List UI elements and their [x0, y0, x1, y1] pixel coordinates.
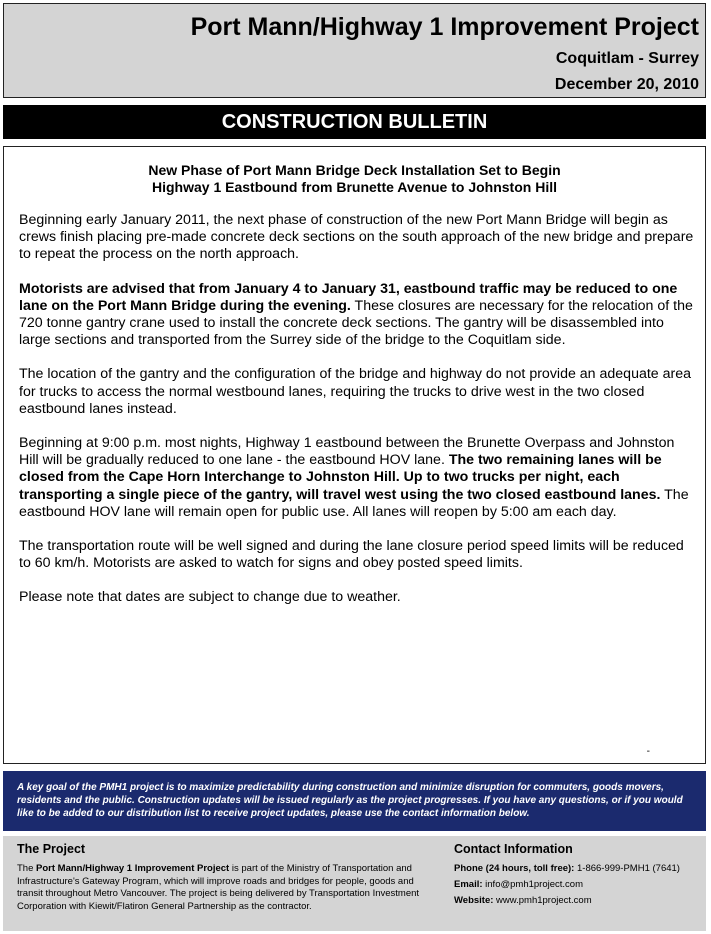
- email-label: Email:: [454, 879, 483, 890]
- paragraph-4-end: The eastbound HOV lane will remain open for public use. All lanes will reopen by 5:00 am each day.: [19, 486, 689, 520]
- paragraph-6: Please note that dates are subject to change due to weather.: [19, 589, 401, 606]
- project-goal-banner: A key goal of the PMH1 project is to maximize predictability during construction and minimize disruption for commuters, goods movers, residents and the public. Construction updates will be issued regularly as the project progresses. If you have any questions, or if you would like to be added to our distribution list to receive project updates, please use the contact information below.: [3, 771, 706, 831]
- project-location: Coquitlam - Surrey: [555, 50, 699, 67]
- website-link[interactable]: www.pmh1project.com: [493, 895, 592, 906]
- project-text-rest: is part of the Ministry of Transportation and Infrastructure's Gateway Program, which will improve roads and bridges for people, goods and transit throughout Metro Vancouver. The project is being delivered by Transportation Investment Corporation with Kiewit/Flatiron General Partnership as the contractor.: [17, 863, 420, 912]
- phone-number[interactable]: 1-866-999-PMH1 (7641): [574, 863, 680, 874]
- contact-heading: Contact Information: [454, 842, 573, 856]
- project-heading: The Project: [17, 842, 86, 856]
- phone-label: Phone (24 hours, toll free):: [454, 863, 575, 874]
- email-link[interactable]: info@pmh1project.com: [482, 879, 583, 890]
- paragraph-2-bold: Motorists are advised that from January 4 to January 31, eastbound traffic may be reduced to one lane on the Port Mann Bridge during the evening.: [19, 280, 678, 314]
- paragraph-4: [19, 435, 695, 521]
- contact-info: [454, 842, 704, 911]
- project-text-start: The: [17, 863, 37, 874]
- bulletin-date: December 20, 2010: [554, 76, 699, 93]
- page-mark: -: [646, 746, 650, 757]
- project-description: [17, 863, 437, 913]
- paragraph-4-start: Beginning at 9:00 p.m. most nights, Highway 1 eastbound between the Brunette Overpass and Johnston Hill will be gradually reduced to one lane - the eastbound HOV lane.: [19, 435, 675, 469]
- headline-line-2: Highway 1 Eastbound from Brunette Avenue to Johnston Hill: [152, 179, 557, 195]
- bulletin-content: [3, 146, 706, 764]
- project-info: [17, 842, 437, 913]
- bulletin-body: [19, 212, 695, 624]
- project-title: Port Mann/Highway 1 Improvement Project: [190, 13, 699, 41]
- project-name: Port Mann/Highway 1 Improvement Project: [36, 863, 230, 874]
- paragraph-4-bold: The two remaining lanes will be closed from the Cape Horn Interchange to Johnston Hill. Up to two trucks per night, each transporting a single piece of the gantry, will travel west using the two closed eastbound lanes.: [19, 452, 662, 503]
- paragraph-5: The transportation route will be well signed and during the lane closure period speed limits will be reduced to 60 km/h. Motorists are asked to watch for signs and obey posted speed limits.: [19, 538, 684, 572]
- paragraph-1: Beginning early January 2011, the next phase of construction of the new Port Mann Bridge will begin as crews finish placing pre-made concrete deck sections on the south approach of the new bridge and prepare to repeat the process on the north approach.: [19, 212, 694, 263]
- construction-bulletin-banner: CONSTRUCTION BULLETIN: [3, 105, 706, 139]
- bulletin-headline: [4, 162, 705, 196]
- paragraph-2-rest: These closures are necessary for the relocation of the 720 tonne gantry crane used to install the concrete deck sections. The gantry will be disassembled into large sections and transported from the Surrey side of the bridge to the Coquitlam side.: [19, 297, 693, 349]
- website-label: Website:: [454, 895, 494, 906]
- headline-line-1: New Phase of Port Mann Bridge Deck Installation Set to Begin: [148, 162, 561, 178]
- contact-email: [454, 879, 704, 890]
- bulletin-footer: [3, 836, 706, 931]
- contact-phone: [454, 863, 704, 874]
- bulletin-header: [3, 3, 706, 98]
- paragraph-2: [19, 281, 695, 350]
- contact-website: [454, 895, 704, 906]
- paragraph-3: The location of the gantry and the configuration of the bridge and highway do not provide an adequate area for trucks to access the normal westbound lanes, requiring the trucks to drive west in the two closed eastbound lanes instead.: [19, 366, 692, 417]
